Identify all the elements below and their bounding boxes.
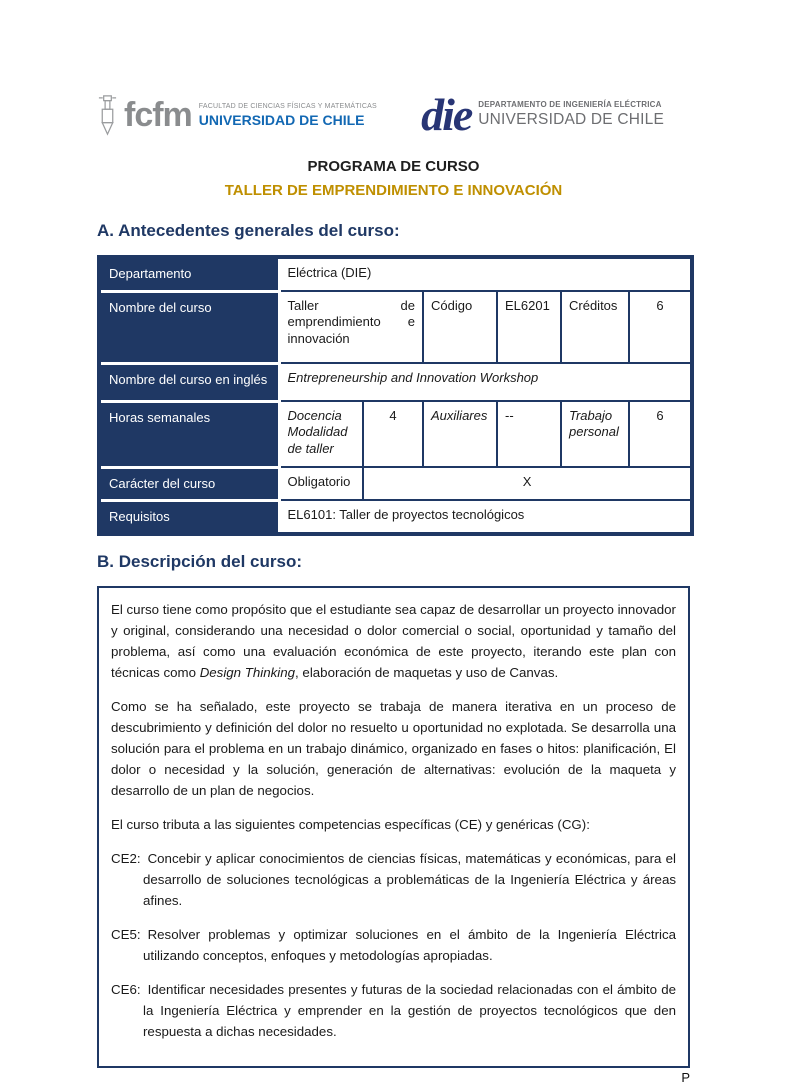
die-wordmark: die <box>421 89 472 141</box>
description-paragraph-3: El curso tributa a las siguientes competencias específicas (CE) y genéricas (CG): <box>111 817 590 832</box>
requisitos-value-cell: EL6101: Taller de proyectos tecnológicos <box>279 500 692 534</box>
codigo-label-cell: Código <box>423 291 497 363</box>
uchile-shield-icon <box>97 93 118 137</box>
departamento-value-cell: Eléctrica (DIE) <box>279 257 692 291</box>
table-row <box>99 291 692 363</box>
ce-text: Identificar necesidades presentes y futuras de la sociedad relacionadas con el ámbito de la Ingeniería Eléctrica y emprender en la gestión de proyectos tecnológicos que den respuesta a dichas necesidades. <box>143 982 676 1039</box>
page-marker: P <box>681 1070 690 1085</box>
die-department-name: DEPARTAMENTO DE INGENIERÍA ELÉCTRICA <box>478 100 662 110</box>
fcfm-logo <box>97 93 377 137</box>
fcfm-faculty-name: FACULTAD DE CIENCIAS FÍSICAS Y MATEMÁTICAS <box>198 102 377 110</box>
section-b-heading: B. Descripción del curso: <box>97 552 302 571</box>
table-row <box>99 401 692 467</box>
docencia-label-cell: Docencia Modalidad de taller <box>279 401 363 467</box>
course-title: TALLER DE EMPRENDIMIENTO E INNOVACIÓN <box>224 182 563 199</box>
horas-label-cell: Horas semanales <box>99 401 279 467</box>
creditos-value-cell: 6 <box>629 291 692 363</box>
design-thinking-term: Design Thinking <box>199 665 296 680</box>
description-paragraph-2: Como se ha señalado, este proyecto se trabaja de manera iterativa en un proceso de descubrimiento y definición del dolor no resuelto u oportunidad no explotada. Se desarrolla una solución para el problema en un trabajo dinámico, organizado en fases o hitos: planificación, El dolor o necesidad y la solución, generación de alternativas: evolución de la maqueta y desarrollo de un plan de negocios. <box>111 699 676 798</box>
die-text-block <box>478 100 664 129</box>
trabajo-label-cell: Trabajo personal <box>561 401 629 467</box>
requisitos-label-cell: Requisitos <box>99 500 279 534</box>
auxiliares-label-cell: Auxiliares <box>423 401 497 467</box>
description-paragraph-1 <box>111 599 676 683</box>
die-logo <box>421 89 664 141</box>
fcfm-text-block <box>199 103 377 128</box>
auxiliares-value-cell: -- <box>497 401 561 467</box>
departamento-label-cell: Departamento <box>99 257 279 291</box>
competency-item-ce2 <box>111 848 676 911</box>
ce-text: Resolver problemas y optimizar soluciones en el ámbito de la Ingeniería Eléctrica utilizando conceptos, enfoques y metodologías apropiadas. <box>143 927 676 963</box>
competency-item-ce5 <box>111 924 676 966</box>
nombre-value-cell: Taller de emprendimiento e innovación <box>279 291 423 363</box>
logos-row <box>97 90 690 140</box>
section-a-heading: A. Antecedentes generales del curso: <box>97 221 400 240</box>
nombre-label-cell: Nombre del curso <box>99 291 279 363</box>
table-row <box>99 363 692 401</box>
competency-item-ce6 <box>111 979 676 1042</box>
codigo-value-cell: EL6201 <box>497 291 561 363</box>
ce-label: CE5: <box>111 927 141 942</box>
die-university-name: UNIVERSIDAD DE CHILE <box>478 111 664 129</box>
fcfm-university-name: UNIVERSIDAD DE CHILE <box>198 111 365 128</box>
general-info-table <box>97 255 694 536</box>
docencia-value-cell: 4 <box>363 401 423 467</box>
trabajo-value-cell: 6 <box>629 401 692 467</box>
ce-text: Concebir y aplicar conocimientos de ciencias físicas, matemáticas y económicas, para el desarrollo de soluciones tecnológicas a problemáticas de la Ingeniería Eléctrica y áreas afines. <box>143 851 676 908</box>
nombre-ingles-label-cell: Nombre del curso en inglés <box>99 363 279 401</box>
nombre-ingles-value-cell: Entrepreneurship and Innovation Workshop <box>279 363 692 401</box>
table-row <box>99 500 692 534</box>
ce-label: CE6: <box>111 982 141 997</box>
table-row <box>99 257 692 291</box>
course-description-box <box>97 586 690 1068</box>
title-block <box>97 158 690 199</box>
document-title: PROGRAMA DE CURSO <box>307 158 480 175</box>
caracter-option-cell: Obligatorio <box>279 467 363 500</box>
paragraph-text: El curso tiene como propósito que el estudiante sea capaz de desarrollar un proyecto innovador y original, considerando una necesidad o dolor comercial o social, oportunidad y tamaño del problema, así como una evaluación económica de este proyecto, iterando este plan con técnicas como <box>111 602 676 680</box>
paragraph-text: , elaboración de maquetas y uso de Canvas. <box>295 665 559 680</box>
ce-label: CE2: <box>111 851 141 866</box>
fcfm-wordmark: fcfm <box>124 96 192 134</box>
creditos-label-cell: Créditos <box>561 291 629 363</box>
caracter-label-cell: Carácter del curso <box>99 467 279 500</box>
caracter-mark-cell: X <box>363 467 692 500</box>
table-row <box>99 467 692 500</box>
